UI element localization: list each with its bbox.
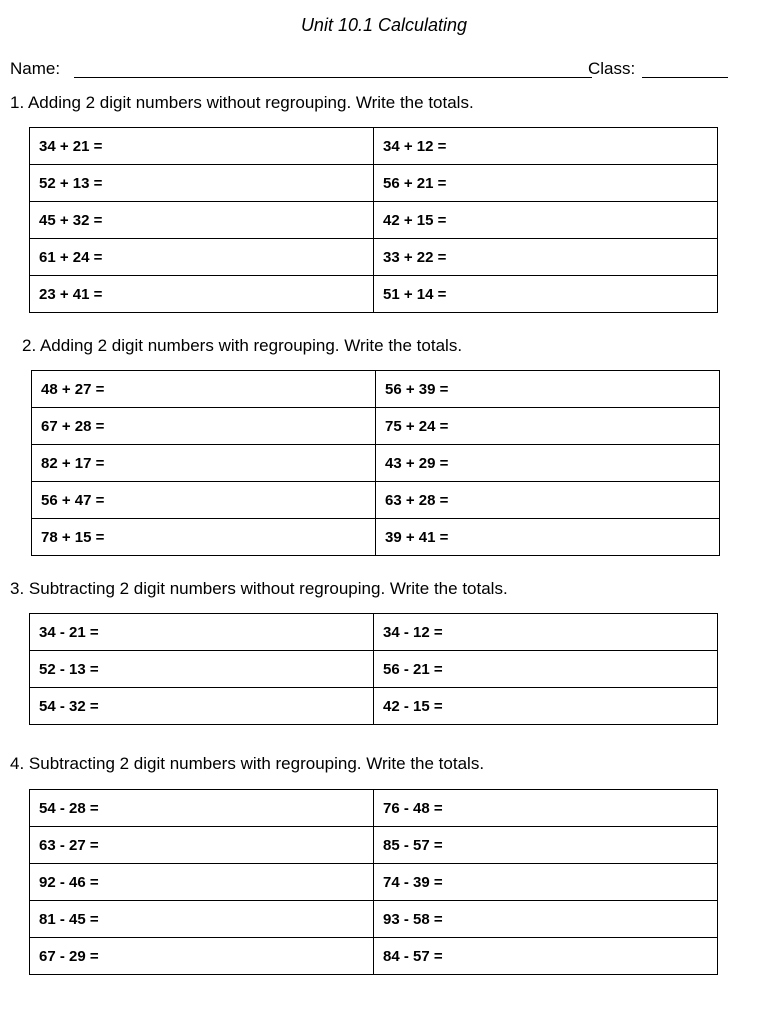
problem-cell[interactable]: 34 + 21 = [30, 128, 374, 165]
problem-cell[interactable]: 52 + 13 = [30, 165, 374, 202]
problem-cell[interactable]: 54 - 32 = [30, 688, 374, 725]
section-3-heading: 3. Subtracting 2 digit numbers without regrouping. Write the totals. [10, 579, 508, 598]
problem-cell[interactable]: 45 + 32 = [30, 202, 374, 239]
problem-cell[interactable]: 63 + 28 = [376, 482, 720, 519]
table-row [32, 482, 720, 519]
problem-cell[interactable]: 23 + 41 = [30, 276, 374, 313]
table-row [30, 790, 718, 827]
problem-cell[interactable]: 56 - 21 = [374, 651, 718, 688]
table-row [30, 651, 718, 688]
problem-cell[interactable]: 34 - 12 = [374, 614, 718, 651]
table-row [32, 371, 720, 408]
problem-cell[interactable]: 34 - 21 = [30, 614, 374, 651]
section-2-heading: 2. Adding 2 digit numbers with regrouping. Write the totals. [22, 336, 463, 355]
table-row [30, 202, 718, 239]
section-4-heading: 4. Subtracting 2 digit numbers with regrouping. Write the totals. [10, 754, 485, 773]
table-row [32, 445, 720, 482]
problem-cell[interactable]: 67 - 29 = [30, 938, 374, 975]
name-label: Name: [10, 59, 61, 78]
table-row [32, 408, 720, 445]
problem-cell[interactable]: 82 + 17 = [32, 445, 376, 482]
problem-cell[interactable]: 81 - 45 = [30, 901, 374, 938]
table-row [30, 864, 718, 901]
section-2-table [31, 370, 720, 556]
problem-cell[interactable]: 61 + 24 = [30, 239, 374, 276]
table-row [30, 128, 718, 165]
problem-cell[interactable]: 75 + 24 = [376, 408, 720, 445]
problem-cell[interactable]: 51 + 14 = [374, 276, 718, 313]
name-field[interactable] [74, 77, 592, 78]
worksheet-title: Unit 10.1 Calculating [300, 15, 468, 35]
problem-cell[interactable]: 85 - 57 = [374, 827, 718, 864]
section-3-table [29, 613, 718, 725]
table-row [30, 901, 718, 938]
problem-cell[interactable]: 43 + 29 = [376, 445, 720, 482]
table-row [30, 688, 718, 725]
problem-cell[interactable]: 34 + 12 = [374, 128, 718, 165]
class-field[interactable] [642, 77, 728, 78]
problem-cell[interactable]: 56 + 21 = [374, 165, 718, 202]
problem-cell[interactable]: 74 - 39 = [374, 864, 718, 901]
table-row [30, 938, 718, 975]
section-4-table [29, 789, 718, 975]
name-class-row [10, 58, 730, 82]
problem-cell[interactable]: 92 - 46 = [30, 864, 374, 901]
table-row [30, 614, 718, 651]
problem-cell[interactable]: 67 + 28 = [32, 408, 376, 445]
section-1-heading: 1. Adding 2 digit numbers without regrouping. Write the totals. [10, 93, 474, 112]
table-row [30, 165, 718, 202]
problem-cell[interactable]: 48 + 27 = [32, 371, 376, 408]
table-row [32, 519, 720, 556]
table-row [30, 276, 718, 313]
class-label: Class: [588, 59, 636, 78]
problem-cell[interactable]: 33 + 22 = [374, 239, 718, 276]
problem-cell[interactable]: 84 - 57 = [374, 938, 718, 975]
problem-cell[interactable]: 42 + 15 = [374, 202, 718, 239]
problem-cell[interactable]: 56 + 47 = [32, 482, 376, 519]
table-row [30, 239, 718, 276]
problem-cell[interactable]: 54 - 28 = [30, 790, 374, 827]
problem-cell[interactable]: 78 + 15 = [32, 519, 376, 556]
problem-cell[interactable]: 42 - 15 = [374, 688, 718, 725]
problem-cell[interactable]: 52 - 13 = [30, 651, 374, 688]
section-1-table [29, 127, 718, 313]
problem-cell[interactable]: 39 + 41 = [376, 519, 720, 556]
problem-cell[interactable]: 56 + 39 = [376, 371, 720, 408]
problem-cell[interactable]: 93 - 58 = [374, 901, 718, 938]
table-row [30, 827, 718, 864]
problem-cell[interactable]: 76 - 48 = [374, 790, 718, 827]
problem-cell[interactable]: 63 - 27 = [30, 827, 374, 864]
